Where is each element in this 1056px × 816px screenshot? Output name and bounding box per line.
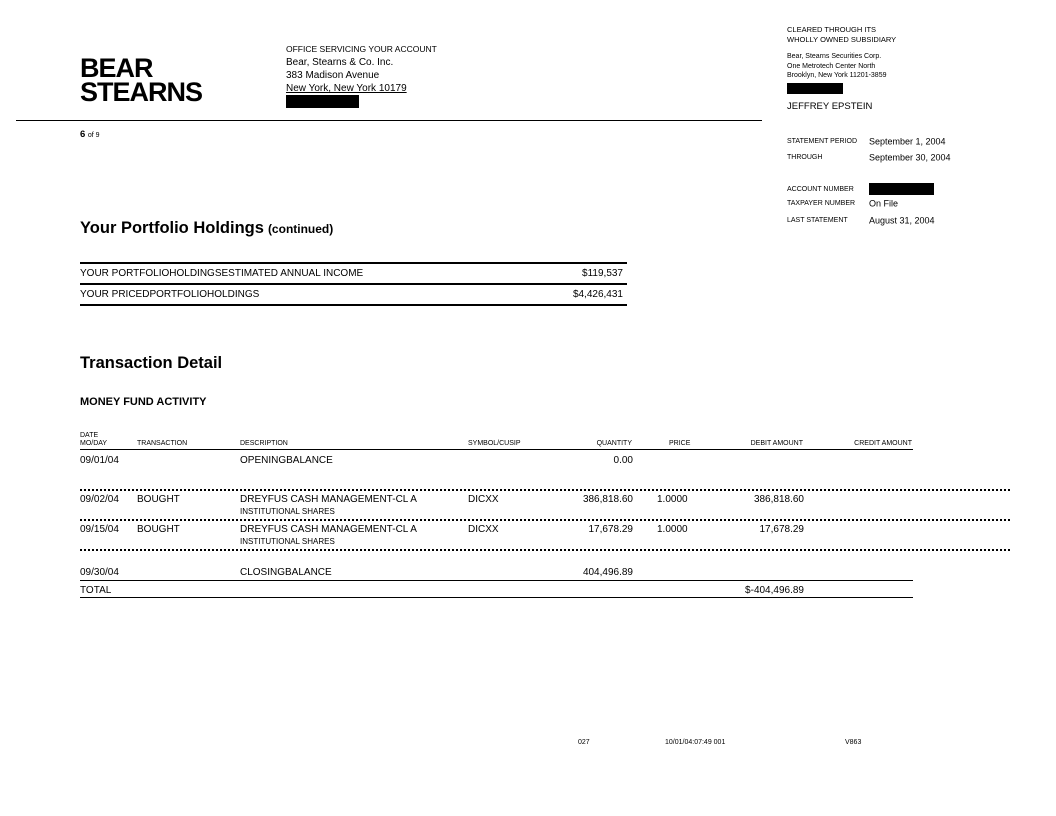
row-date: 09/02/04	[80, 494, 119, 505]
row-description-line2: INSTITUTIONAL SHARES	[240, 537, 335, 546]
last-statement-value: August 31, 2004	[869, 215, 935, 226]
account-holder-name: JEFFREY EPSTEIN	[787, 101, 873, 112]
col-header-transaction: TRANSACTION	[137, 440, 188, 447]
row-description: CLOSINGBALANCE	[240, 567, 332, 578]
row-label: YOUR PORTFOLIOHOLDINGSESTIMATED ANNUAL INCOME	[80, 268, 364, 279]
table-bottom-rule	[80, 304, 627, 306]
row-quantity: 0.00	[613, 455, 633, 466]
clearing-info	[787, 25, 896, 94]
row-separator	[80, 489, 1010, 491]
page-current: 6	[80, 129, 86, 140]
header-rule	[80, 449, 913, 450]
row-quantity: 386,818.60	[582, 494, 633, 505]
redaction-bar	[869, 183, 934, 195]
statement-through	[787, 152, 987, 163]
taxpayer-value: On File	[869, 198, 899, 209]
clearing-line1: CLEARED THROUGH ITS	[787, 25, 877, 34]
portfolio-title	[80, 219, 333, 238]
page-total: of 9	[87, 132, 100, 139]
footer-timestamp: 10/01/04:07:49 001	[665, 739, 726, 746]
row-date: 09/15/04	[80, 524, 119, 535]
col-header-quantity: QUANTITY	[596, 440, 632, 447]
row-separator	[80, 549, 1010, 551]
row-value: $119,537	[582, 268, 623, 279]
taxpayer-number	[787, 198, 987, 209]
col-header-description: DESCRIPTION	[240, 440, 288, 447]
logo-line2: STEARNS	[80, 77, 203, 107]
row-debit: 17,678.29	[759, 524, 804, 535]
row-description: DREYFUS CASH MANAGEMENT-CL A	[240, 524, 417, 535]
col-header-date-line2: MO/DAY	[80, 440, 108, 447]
transaction-detail-title: Transaction Detail	[80, 354, 223, 372]
portfolio-summary-table	[80, 262, 627, 306]
bear-stearns-logo	[80, 53, 203, 107]
through-value: September 30, 2004	[869, 152, 951, 163]
row-label: YOUR PRICEDPORTFOLIOHOLDINGS	[80, 289, 260, 300]
portfolio-title-text: Your Portfolio Holdings	[80, 219, 264, 237]
clearing-addr1: One Metrotech Center North	[787, 62, 876, 70]
row-date: 09/01/04	[80, 455, 119, 466]
row-description: OPENINGBALANCE	[240, 455, 333, 466]
office-header: OFFICE SERVICING YOUR ACCOUNT	[286, 44, 437, 54]
total-label: TOTAL	[80, 585, 112, 596]
col-header-credit: CREDIT AMOUNT	[854, 440, 912, 447]
row-separator	[80, 519, 1010, 521]
statement-period	[787, 136, 987, 147]
row-symbol: DICXX	[468, 494, 499, 505]
clearing-line2: WHOLLY OWNED SUBSIDIARY	[787, 35, 897, 44]
table-row	[80, 262, 627, 283]
col-header-date	[80, 432, 107, 448]
total-bottom-rule	[80, 597, 913, 598]
total-debit: $-404,496.89	[745, 585, 804, 596]
period-label: STATEMENT PERIOD	[787, 138, 858, 146]
period-value: September 1, 2004	[869, 136, 946, 147]
page-number	[80, 129, 100, 140]
footer-code: 027	[578, 739, 590, 746]
office-address	[286, 43, 437, 108]
row-transaction: BOUGHT	[137, 494, 180, 505]
office-name: Bear, Stearns & Co. Inc.	[286, 57, 394, 68]
row-price: 1.0000	[657, 494, 688, 505]
taxpayer-label: TAXPAYER NUMBER	[787, 200, 856, 208]
row-quantity: 17,678.29	[588, 524, 633, 535]
redaction-bar	[787, 83, 843, 94]
col-header-debit: DEBIT AMOUNT	[750, 440, 803, 447]
through-label: THROUGH	[787, 154, 823, 162]
row-date: 09/30/04	[80, 567, 119, 578]
logo-line1: BEAR	[80, 53, 153, 83]
table-row	[80, 283, 627, 304]
clearing-corp: Bear, Stearns Securities Corp.	[787, 53, 882, 60]
account-number	[787, 183, 987, 195]
footer-version: V863	[845, 739, 862, 746]
row-symbol: DICXX	[468, 524, 499, 535]
row-description-line2: INSTITUTIONAL SHARES	[240, 507, 335, 516]
row-quantity: 404,496.89	[582, 567, 633, 578]
header-divider	[16, 120, 762, 121]
col-header-date-line1: DATE	[80, 432, 99, 439]
office-street: 383 Madison Avenue	[286, 70, 380, 81]
clearing-addr2: Brooklyn, New York 11201-3859	[787, 72, 887, 79]
portfolio-continued: (continued)	[267, 222, 334, 236]
row-description: DREYFUS CASH MANAGEMENT-CL A	[240, 494, 417, 505]
last-statement	[787, 215, 987, 226]
row-price: 1.0000	[657, 524, 688, 535]
row-debit: 386,818.60	[753, 494, 804, 505]
office-city: New York, New York 10179	[286, 83, 407, 94]
redaction-bar	[286, 95, 359, 108]
col-header-price: PRICE	[669, 440, 691, 447]
money-fund-activity-heading: MONEY FUND ACTIVITY	[80, 396, 207, 408]
row-value: $4,426,431	[572, 289, 623, 300]
row-transaction: BOUGHT	[137, 524, 180, 535]
col-header-symbol: SYMBOL/CUSIP	[468, 440, 521, 447]
last-statement-label: LAST STATEMENT	[787, 217, 848, 225]
account-number-label: ACCOUNT NUMBER	[787, 185, 854, 193]
total-top-rule	[80, 580, 913, 581]
